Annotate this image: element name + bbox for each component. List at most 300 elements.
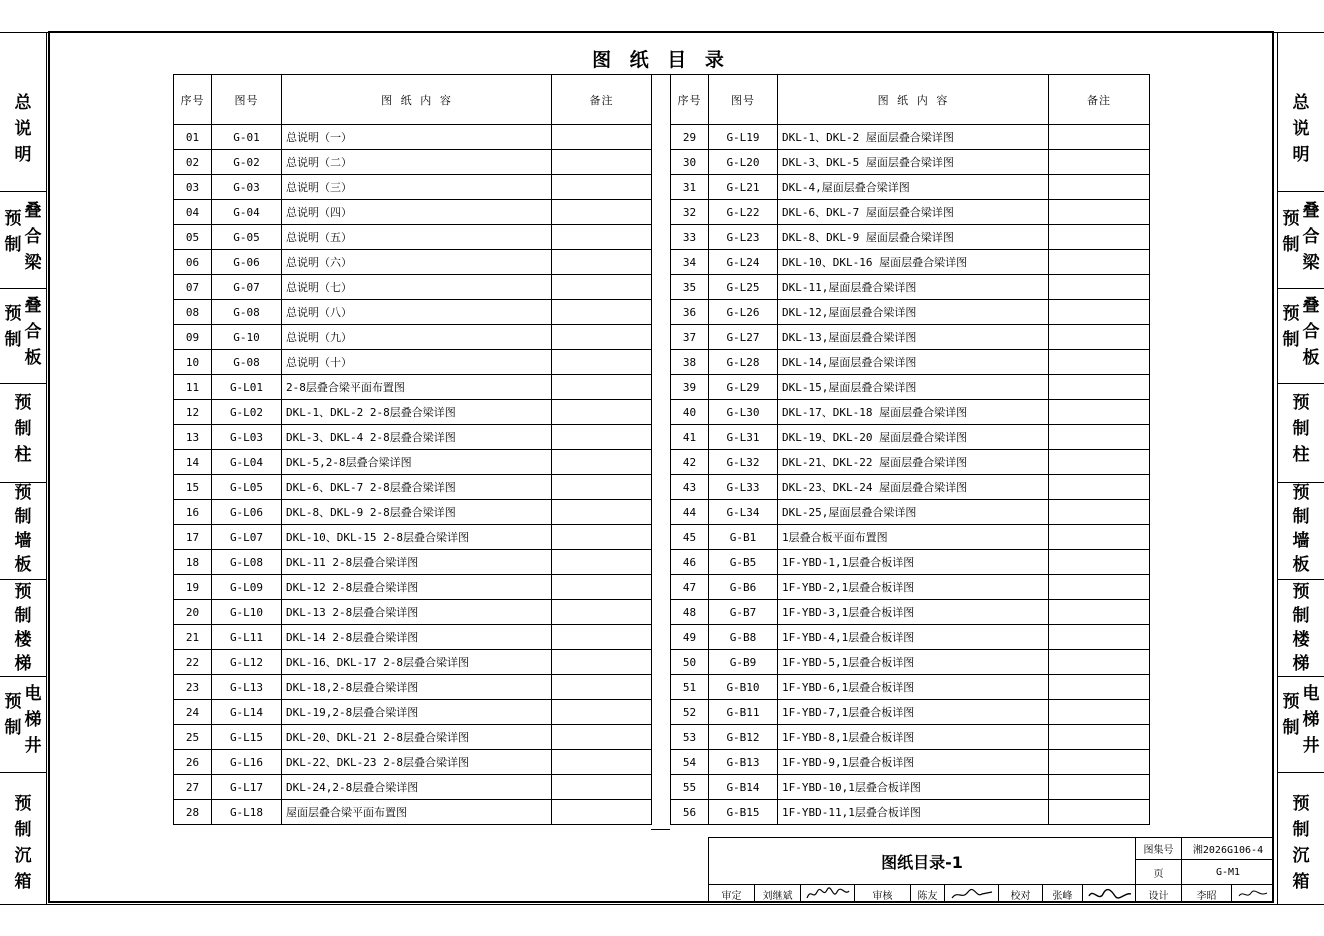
cell-content: DKL-3、DKL-5 屋面层叠合梁详图 bbox=[778, 150, 1049, 175]
table-row bbox=[671, 700, 1150, 725]
page-label: 页 bbox=[1136, 860, 1182, 885]
check-signature bbox=[945, 885, 999, 903]
table-row bbox=[671, 400, 1150, 425]
tab-composite-slab: 叠 合 板 预 制 bbox=[0, 289, 46, 384]
proof-name: 张峰 bbox=[1043, 885, 1083, 903]
cell-note bbox=[552, 125, 652, 150]
cell-content: DKL-24,2-8层叠合梁详图 bbox=[282, 775, 552, 800]
table-row bbox=[671, 300, 1150, 325]
cell-content: 总说明（九） bbox=[282, 325, 552, 350]
cell-note bbox=[552, 150, 652, 175]
tab-precast-wall: 预 制 墙 板 bbox=[0, 483, 46, 580]
cell-code: G-L19 bbox=[709, 125, 778, 150]
cell-code: G-L21 bbox=[709, 175, 778, 200]
cell-note bbox=[552, 450, 652, 475]
cell-code: G-04 bbox=[212, 200, 282, 225]
tab-elevator-shaft: 电 梯 井 预 制 bbox=[1278, 677, 1324, 773]
cell-code: G-L25 bbox=[709, 275, 778, 300]
cell-no: 25 bbox=[174, 725, 212, 750]
tab-general: 总 说 明 bbox=[1278, 32, 1324, 192]
cell-note bbox=[1049, 425, 1150, 450]
cell-code: G-B7 bbox=[709, 600, 778, 625]
tab-precast-stair: 预 制 楼 梯 bbox=[1278, 580, 1324, 677]
cell-code: G-L18 bbox=[212, 800, 282, 825]
cell-no: 35 bbox=[671, 275, 709, 300]
table-row bbox=[671, 800, 1150, 825]
cell-note bbox=[552, 550, 652, 575]
header-no: 序号 bbox=[671, 75, 709, 125]
cell-content: DKL-5,2-8层叠合梁详图 bbox=[282, 450, 552, 475]
cell-note bbox=[552, 775, 652, 800]
cell-code: G-L30 bbox=[709, 400, 778, 425]
cell-no: 14 bbox=[174, 450, 212, 475]
table-row bbox=[671, 350, 1150, 375]
signature-icon bbox=[948, 886, 996, 902]
atlas-label: 图集号 bbox=[1136, 838, 1182, 860]
cell-code: G-B15 bbox=[709, 800, 778, 825]
cell-note bbox=[552, 600, 652, 625]
proof-label: 校对 bbox=[999, 885, 1043, 903]
cell-note bbox=[552, 575, 652, 600]
cell-code: G-06 bbox=[212, 250, 282, 275]
cell-code: G-10 bbox=[212, 325, 282, 350]
cell-code: G-L22 bbox=[709, 200, 778, 225]
cell-note bbox=[552, 225, 652, 250]
cell-no: 05 bbox=[174, 225, 212, 250]
cell-code: G-L33 bbox=[709, 475, 778, 500]
cell-note bbox=[552, 375, 652, 400]
cell-content: 1F-YBD-6,1层叠合板详图 bbox=[778, 675, 1049, 700]
cell-note bbox=[1049, 375, 1150, 400]
cell-note bbox=[552, 675, 652, 700]
cell-content: 总说明（五） bbox=[282, 225, 552, 250]
cell-no: 46 bbox=[671, 550, 709, 575]
cell-note bbox=[552, 475, 652, 500]
table-row bbox=[671, 725, 1150, 750]
cell-no: 50 bbox=[671, 650, 709, 675]
cell-code: G-B1 bbox=[709, 525, 778, 550]
cell-code: G-03 bbox=[212, 175, 282, 200]
check-label: 审核 bbox=[855, 885, 911, 903]
cell-note bbox=[1049, 450, 1150, 475]
right-tab-column bbox=[1277, 32, 1324, 904]
cell-content: DKL-17、DKL-18 屋面层叠合梁详图 bbox=[778, 400, 1049, 425]
cell-content: 2-8层叠合梁平面布置图 bbox=[282, 375, 552, 400]
cell-code: G-05 bbox=[212, 225, 282, 250]
cell-code: G-07 bbox=[212, 275, 282, 300]
cell-code: G-B6 bbox=[709, 575, 778, 600]
cell-note bbox=[1049, 650, 1150, 675]
cell-content: 总说明（六） bbox=[282, 250, 552, 275]
cell-note bbox=[552, 425, 652, 450]
cell-no: 34 bbox=[671, 250, 709, 275]
cell-no: 56 bbox=[671, 800, 709, 825]
bottom-border-line bbox=[0, 904, 1324, 905]
cell-no: 07 bbox=[174, 275, 212, 300]
signature-icon bbox=[803, 886, 853, 902]
cell-note bbox=[552, 750, 652, 775]
cell-content: DKL-8、DKL-9 2-8层叠合梁详图 bbox=[282, 500, 552, 525]
header-note: 备注 bbox=[1049, 75, 1150, 125]
cell-no: 26 bbox=[174, 750, 212, 775]
cell-code: G-L16 bbox=[212, 750, 282, 775]
cell-no: 32 bbox=[671, 200, 709, 225]
cell-content: 总说明（八） bbox=[282, 300, 552, 325]
cell-content: DKL-16、DKL-17 2-8层叠合梁详图 bbox=[282, 650, 552, 675]
table-row bbox=[174, 225, 652, 250]
cell-note bbox=[1049, 575, 1150, 600]
cell-no: 08 bbox=[174, 300, 212, 325]
cell-note bbox=[1049, 775, 1150, 800]
page-value: G-M1 bbox=[1182, 860, 1274, 885]
cell-content: 总说明（七） bbox=[282, 275, 552, 300]
cell-no: 28 bbox=[174, 800, 212, 825]
cell-no: 23 bbox=[174, 675, 212, 700]
cell-note bbox=[1049, 400, 1150, 425]
cell-note bbox=[1049, 300, 1150, 325]
table-gap bbox=[651, 74, 670, 830]
cell-note bbox=[1049, 250, 1150, 275]
header-code: 图号 bbox=[709, 75, 778, 125]
atlas-value: 湘2026G106-4 bbox=[1182, 838, 1274, 860]
table-row bbox=[174, 750, 652, 775]
table-row bbox=[174, 350, 652, 375]
cell-note bbox=[1049, 750, 1150, 775]
cell-content: DKL-11,屋面层叠合梁详图 bbox=[778, 275, 1049, 300]
cell-code: G-L08 bbox=[212, 550, 282, 575]
cell-content: DKL-15,屋面层叠合梁详图 bbox=[778, 375, 1049, 400]
cell-content: 1层叠合板平面布置图 bbox=[778, 525, 1049, 550]
cell-content: 1F-YBD-4,1层叠合板详图 bbox=[778, 625, 1049, 650]
table-row bbox=[174, 275, 652, 300]
tab-precast-wall: 预 制 墙 板 bbox=[1278, 483, 1324, 580]
cell-content: DKL-22、DKL-23 2-8层叠合梁详图 bbox=[282, 750, 552, 775]
cell-content: DKL-21、DKL-22 屋面层叠合梁详图 bbox=[778, 450, 1049, 475]
table-row bbox=[174, 375, 652, 400]
cell-code: G-B12 bbox=[709, 725, 778, 750]
header-note: 备注 bbox=[552, 75, 652, 125]
cell-code: G-L23 bbox=[709, 225, 778, 250]
cell-code: G-L11 bbox=[212, 625, 282, 650]
table-row bbox=[671, 750, 1150, 775]
cell-note bbox=[1049, 125, 1150, 150]
table-row bbox=[671, 325, 1150, 350]
cell-note bbox=[552, 800, 652, 825]
table-row bbox=[671, 125, 1150, 150]
cell-note bbox=[552, 275, 652, 300]
cell-content: DKL-14,屋面层叠合梁详图 bbox=[778, 350, 1049, 375]
cell-note bbox=[1049, 200, 1150, 225]
cell-code: G-01 bbox=[212, 125, 282, 150]
table-row bbox=[174, 400, 652, 425]
cell-content: 总说明（四） bbox=[282, 200, 552, 225]
cell-code: G-L02 bbox=[212, 400, 282, 425]
cell-content: DKL-25,屋面层叠合梁详图 bbox=[778, 500, 1049, 525]
design-label: 设计 bbox=[1136, 885, 1182, 903]
cell-note bbox=[1049, 150, 1150, 175]
cell-no: 42 bbox=[671, 450, 709, 475]
table-row bbox=[174, 325, 652, 350]
cell-note bbox=[1049, 700, 1150, 725]
table-row bbox=[174, 725, 652, 750]
cell-code: G-08 bbox=[212, 350, 282, 375]
cell-content: DKL-11 2-8层叠合梁详图 bbox=[282, 550, 552, 575]
cell-content: DKL-20、DKL-21 2-8层叠合梁详图 bbox=[282, 725, 552, 750]
cell-code: G-L07 bbox=[212, 525, 282, 550]
cell-no: 51 bbox=[671, 675, 709, 700]
cell-code: G-B14 bbox=[709, 775, 778, 800]
table-row bbox=[174, 500, 652, 525]
table-row bbox=[174, 700, 652, 725]
cell-no: 19 bbox=[174, 575, 212, 600]
cell-content: DKL-6、DKL-7 2-8层叠合梁详图 bbox=[282, 475, 552, 500]
cell-code: G-L31 bbox=[709, 425, 778, 450]
cell-no: 10 bbox=[174, 350, 212, 375]
table-row bbox=[671, 250, 1150, 275]
cell-content: DKL-1、DKL-2 屋面层叠合梁详图 bbox=[778, 125, 1049, 150]
cell-code: G-L14 bbox=[212, 700, 282, 725]
tab-precast-caisson: 预 制 沉 箱 bbox=[1292, 794, 1310, 892]
cell-no: 24 bbox=[174, 700, 212, 725]
cell-content: DKL-13,屋面层叠合梁详图 bbox=[778, 325, 1049, 350]
cell-code: G-L09 bbox=[212, 575, 282, 600]
table-row bbox=[174, 550, 652, 575]
cell-content: 总说明（三） bbox=[282, 175, 552, 200]
index-table-right bbox=[670, 74, 1150, 825]
cell-no: 54 bbox=[671, 750, 709, 775]
cell-content: 1F-YBD-11,1层叠合板详图 bbox=[778, 800, 1049, 825]
table-row bbox=[174, 650, 652, 675]
cell-code: G-L29 bbox=[709, 375, 778, 400]
tab-precast-column: 预 制 柱 bbox=[1278, 384, 1324, 483]
cell-note bbox=[1049, 500, 1150, 525]
cell-content: 1F-YBD-9,1层叠合板详图 bbox=[778, 750, 1049, 775]
cell-code: G-L15 bbox=[212, 725, 282, 750]
proof-signature bbox=[1083, 885, 1136, 903]
table-row bbox=[671, 550, 1150, 575]
cell-code: G-L03 bbox=[212, 425, 282, 450]
cell-note bbox=[1049, 475, 1150, 500]
cell-note bbox=[552, 250, 652, 275]
cell-code: G-B13 bbox=[709, 750, 778, 775]
cell-code: G-L32 bbox=[709, 450, 778, 475]
cell-code: G-B8 bbox=[709, 625, 778, 650]
cell-no: 06 bbox=[174, 250, 212, 275]
page-title: 图 纸 目 录 bbox=[592, 49, 730, 71]
cell-code: G-B10 bbox=[709, 675, 778, 700]
cell-note bbox=[552, 325, 652, 350]
tab-composite-beam: 叠 合 梁 预 制 bbox=[0, 192, 46, 289]
cell-code: G-L05 bbox=[212, 475, 282, 500]
cell-content: 屋面层叠合梁平面布置图 bbox=[282, 800, 552, 825]
cell-content: 1F-YBD-10,1层叠合板详图 bbox=[778, 775, 1049, 800]
table-row bbox=[174, 525, 652, 550]
cell-code: G-L20 bbox=[709, 150, 778, 175]
review-label: 审定 bbox=[709, 885, 755, 903]
cell-code: G-02 bbox=[212, 150, 282, 175]
cell-code: G-L06 bbox=[212, 500, 282, 525]
cell-code: G-L04 bbox=[212, 450, 282, 475]
header-no: 序号 bbox=[174, 75, 212, 125]
table-row bbox=[174, 200, 652, 225]
cell-content: 1F-YBD-3,1层叠合板详图 bbox=[778, 600, 1049, 625]
cell-code: G-L10 bbox=[212, 600, 282, 625]
header-content: 图 纸 内 容 bbox=[282, 75, 552, 125]
cell-code: G-B9 bbox=[709, 650, 778, 675]
table-row bbox=[671, 450, 1150, 475]
tab-precast-caisson: 预 制 沉 箱 bbox=[14, 794, 32, 892]
cell-content: 1F-YBD-1,1层叠合板详图 bbox=[778, 550, 1049, 575]
table-row bbox=[174, 775, 652, 800]
cell-code: G-L34 bbox=[709, 500, 778, 525]
table-row bbox=[671, 675, 1150, 700]
left-tab-column bbox=[0, 32, 47, 904]
cell-content: DKL-8、DKL-9 屋面层叠合梁详图 bbox=[778, 225, 1049, 250]
cell-note bbox=[552, 525, 652, 550]
cell-no: 01 bbox=[174, 125, 212, 150]
cell-note bbox=[1049, 625, 1150, 650]
cell-content: DKL-19,2-8层叠合梁详图 bbox=[282, 700, 552, 725]
table-row bbox=[174, 450, 652, 475]
signature-icon bbox=[1085, 886, 1133, 902]
table-row bbox=[174, 475, 652, 500]
tab-precast-column: 预 制 柱 bbox=[0, 384, 46, 483]
cell-content: DKL-14 2-8层叠合梁详图 bbox=[282, 625, 552, 650]
cell-no: 45 bbox=[671, 525, 709, 550]
cell-note bbox=[1049, 350, 1150, 375]
tab-composite-slab: 叠 合 板 预 制 bbox=[1278, 289, 1324, 384]
cell-note bbox=[552, 725, 652, 750]
cell-note bbox=[552, 625, 652, 650]
cell-no: 04 bbox=[174, 200, 212, 225]
cell-note bbox=[1049, 675, 1150, 700]
drawing-title: 图纸目录-1 bbox=[709, 838, 1136, 885]
header-code: 图号 bbox=[212, 75, 282, 125]
cell-no: 17 bbox=[174, 525, 212, 550]
cell-no: 30 bbox=[671, 150, 709, 175]
header-content: 图 纸 内 容 bbox=[778, 75, 1049, 125]
table-row bbox=[671, 600, 1150, 625]
cell-no: 12 bbox=[174, 400, 212, 425]
cell-note bbox=[552, 200, 652, 225]
cell-code: G-L12 bbox=[212, 650, 282, 675]
cell-no: 31 bbox=[671, 175, 709, 200]
cell-no: 22 bbox=[174, 650, 212, 675]
table-row bbox=[671, 650, 1150, 675]
cell-code: G-L28 bbox=[709, 350, 778, 375]
cell-no: 20 bbox=[174, 600, 212, 625]
cell-note bbox=[552, 650, 652, 675]
cell-content: DKL-18,2-8层叠合梁详图 bbox=[282, 675, 552, 700]
cell-no: 40 bbox=[671, 400, 709, 425]
cell-no: 43 bbox=[671, 475, 709, 500]
table-row bbox=[174, 675, 652, 700]
cell-content: DKL-10、DKL-16 屋面层叠合梁详图 bbox=[778, 250, 1049, 275]
cell-no: 41 bbox=[671, 425, 709, 450]
cell-no: 47 bbox=[671, 575, 709, 600]
table-row bbox=[174, 250, 652, 275]
cell-code: G-L27 bbox=[709, 325, 778, 350]
cell-code: G-L13 bbox=[212, 675, 282, 700]
table-row bbox=[671, 200, 1150, 225]
cell-code: G-L26 bbox=[709, 300, 778, 325]
cell-note bbox=[1049, 325, 1150, 350]
cell-code: G-L17 bbox=[212, 775, 282, 800]
table-row bbox=[671, 475, 1150, 500]
cell-content: DKL-3、DKL-4 2-8层叠合梁详图 bbox=[282, 425, 552, 450]
cell-note bbox=[552, 175, 652, 200]
review-name: 刘继斌 bbox=[755, 885, 801, 903]
cell-content: 总说明（一） bbox=[282, 125, 552, 150]
design-name: 李昭 bbox=[1182, 885, 1232, 903]
review-signature bbox=[801, 885, 855, 903]
cell-note bbox=[552, 400, 652, 425]
cell-content: DKL-23、DKL-24 屋面层叠合梁详图 bbox=[778, 475, 1049, 500]
cell-no: 37 bbox=[671, 325, 709, 350]
cell-code: G-L01 bbox=[212, 375, 282, 400]
cell-no: 39 bbox=[671, 375, 709, 400]
cell-no: 49 bbox=[671, 625, 709, 650]
table-row bbox=[174, 125, 652, 150]
cell-content: DKL-19、DKL-20 屋面层叠合梁详图 bbox=[778, 425, 1049, 450]
tab-precast-stair: 预 制 楼 梯 bbox=[0, 580, 46, 677]
cell-note bbox=[1049, 275, 1150, 300]
signature-icon bbox=[1235, 887, 1271, 901]
cell-no: 09 bbox=[174, 325, 212, 350]
cell-no: 33 bbox=[671, 225, 709, 250]
table-row bbox=[174, 600, 652, 625]
tab-composite-beam: 叠 合 梁 预 制 bbox=[1278, 192, 1324, 289]
table-row bbox=[174, 175, 652, 200]
cell-note bbox=[552, 500, 652, 525]
index-table-left bbox=[173, 74, 652, 825]
table-row bbox=[671, 150, 1150, 175]
table-row bbox=[671, 525, 1150, 550]
table-row bbox=[671, 225, 1150, 250]
table-row bbox=[671, 175, 1150, 200]
cell-no: 21 bbox=[174, 625, 212, 650]
table-row bbox=[174, 150, 652, 175]
table-row bbox=[671, 500, 1150, 525]
cell-content: 总说明（二） bbox=[282, 150, 552, 175]
table-row bbox=[671, 625, 1150, 650]
cell-content: 1F-YBD-7,1层叠合板详图 bbox=[778, 700, 1049, 725]
table-row bbox=[671, 375, 1150, 400]
cell-code: G-L24 bbox=[709, 250, 778, 275]
cell-content: 1F-YBD-2,1层叠合板详图 bbox=[778, 575, 1049, 600]
cell-no: 36 bbox=[671, 300, 709, 325]
cell-note bbox=[1049, 175, 1150, 200]
table-row bbox=[671, 775, 1150, 800]
table-row bbox=[671, 275, 1150, 300]
cell-note bbox=[1049, 225, 1150, 250]
cell-note bbox=[1049, 800, 1150, 825]
cell-content: DKL-1、DKL-2 2-8层叠合梁详图 bbox=[282, 400, 552, 425]
cell-no: 15 bbox=[174, 475, 212, 500]
cell-content: DKL-10、DKL-15 2-8层叠合梁详图 bbox=[282, 525, 552, 550]
cell-note bbox=[552, 700, 652, 725]
cell-note bbox=[1049, 725, 1150, 750]
cell-content: DKL-6、DKL-7 屋面层叠合梁详图 bbox=[778, 200, 1049, 225]
cell-no: 52 bbox=[671, 700, 709, 725]
cell-no: 18 bbox=[174, 550, 212, 575]
check-name: 陈友 bbox=[911, 885, 945, 903]
cell-no: 53 bbox=[671, 725, 709, 750]
cell-content: DKL-12 2-8层叠合梁详图 bbox=[282, 575, 552, 600]
cell-no: 55 bbox=[671, 775, 709, 800]
design-signature bbox=[1232, 885, 1274, 903]
cell-note bbox=[1049, 550, 1150, 575]
